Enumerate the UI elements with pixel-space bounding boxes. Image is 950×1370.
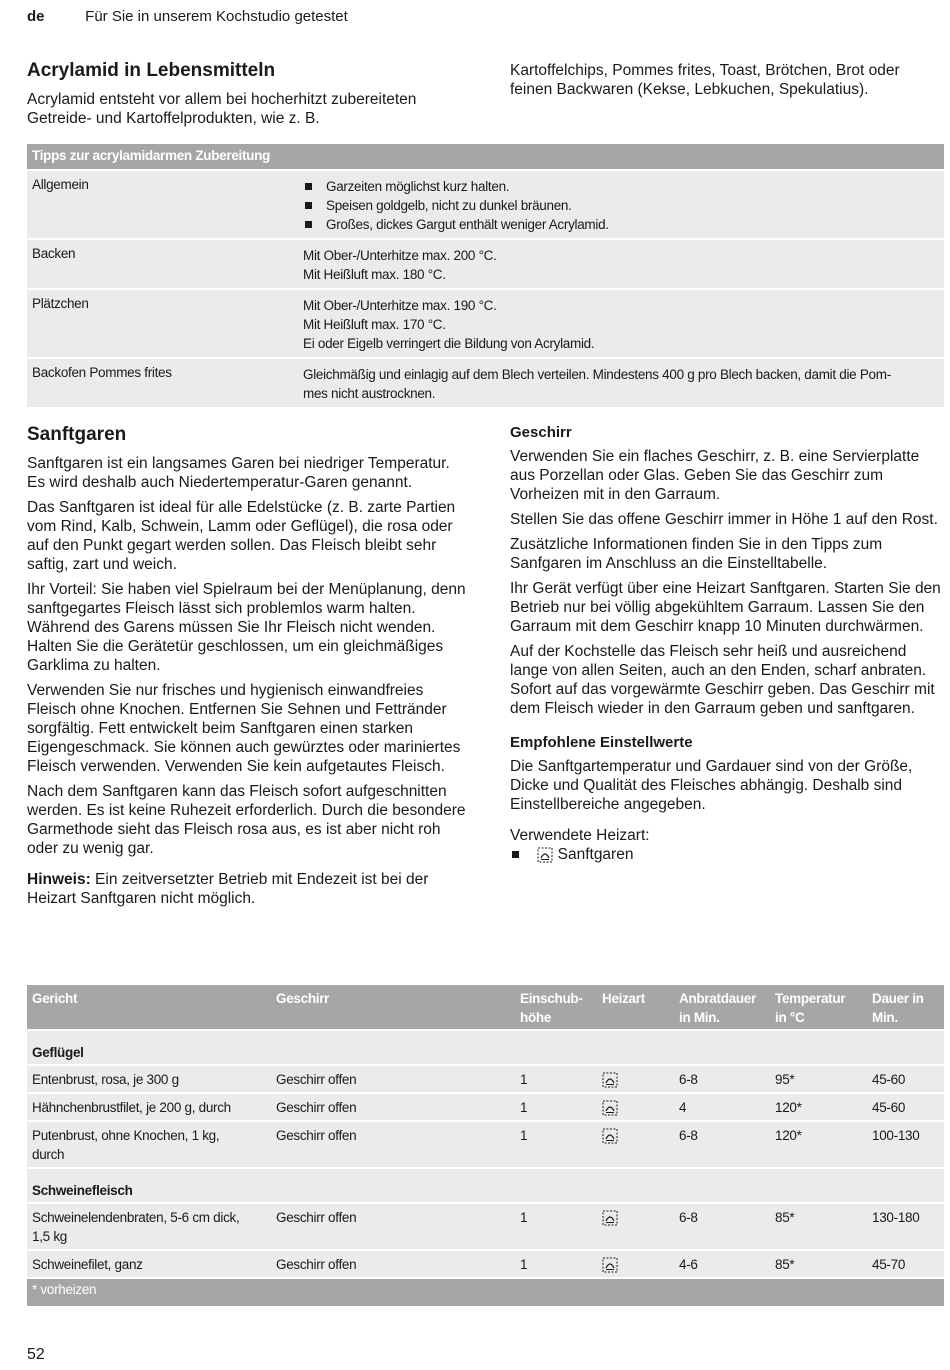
cell-level: 1	[520, 1072, 528, 1087]
dish-name-continued: 1,5 kg	[32, 1229, 67, 1244]
acrylamid-tips-table	[27, 144, 944, 407]
sanftgaren-heading: Sanftgaren	[27, 424, 127, 445]
tips-line: Mit Heißluft max. 180 °C.	[303, 267, 446, 282]
note-label: Hinweis:	[27, 871, 91, 888]
heating-mode-label: Verwendete Heizart:	[510, 827, 650, 844]
empfohlene-heading: Empfohlene Einstellwerte	[510, 734, 693, 751]
paragraph: Verwenden Sie nur frisches und hygienisch einwandfreies Fleisch ohne Knochen. Entfernen Sie Sehnen und Fettränder sorgfältig. Fett entwickelt beim Sanftgaren einen starken Eigengeschmack. Sie können auch gewürztes oder mariniertes Fleisch verwenden. Verwenden Sie kein aufgetautes Fleisch.	[27, 682, 461, 775]
note	[27, 870, 467, 908]
cell-dish	[27, 1094, 271, 1120]
cell-dish	[27, 1066, 271, 1092]
cell-dish	[27, 1204, 271, 1249]
acrylamid-intro-continued: Kartoffelchips, Pommes frites, Toast, Brötchen, Brot oder feinen Backwaren (Kekse, Lebkuchen, Spekulatius).	[510, 62, 900, 98]
tips-row-label: Plätzchen	[32, 296, 89, 311]
tips-row-label: Allgemein	[32, 177, 89, 192]
slow-cook-icon	[602, 1072, 618, 1088]
dish-name: Schweinelendenbraten, 5-6 cm dick,	[32, 1210, 240, 1225]
table-row	[27, 1092, 944, 1120]
bullet-icon	[305, 221, 312, 228]
cell-heating-mode	[597, 1204, 674, 1249]
cell-sear-time: 4-6	[679, 1257, 698, 1272]
acrylamid-continued	[510, 61, 945, 105]
cell-duration: 45-60	[872, 1100, 906, 1115]
tips-line: Ei oder Eigelb verringert die Bildung von Acrylamid.	[303, 336, 595, 351]
paragraph: Das Sanftgaren ist ideal für alle Edelstücke (z. B. zarte Partien vom Rind, Kalb, Schwein, Lamm oder Geflügel), die rosa oder auf den Punkt gegart werden sollen. Das Fleisch bleibt sehr saftig, zart und weich.	[27, 499, 456, 573]
cell-temperature: 120*	[775, 1100, 802, 1115]
tips-row-label: Backen	[32, 246, 76, 261]
column-header: Heizart	[602, 991, 645, 1006]
slow-cook-icon	[602, 1128, 618, 1144]
header-title: Für Sie in unserem Kochstudio getestet	[85, 8, 348, 25]
cell-dishware: Geschirr offen	[276, 1257, 357, 1272]
tips-line: mes nicht austrocknen.	[303, 386, 436, 401]
paragraph: Auf der Kochstelle das Fleisch sehr heiß und ausreichend lange von allen Seiten, auch an den Enden, scharf anbraten. Sofort auf das vorgewärmte Geschirr geben. Das Geschirr mit dem Fleisch wieder in den Garraum geben und sanftgaren.	[510, 643, 935, 717]
cell-temperature: 85*	[775, 1257, 795, 1272]
paragraph: Die Sanftgartemperatur und Gardauer sind von der Größe, Dicke und Qualität des Fleisches abhängig. Deshalb sind Einstellbereiche angegeben.	[510, 758, 913, 813]
dish-name: Entenbrust, rosa, je 300 g	[32, 1072, 179, 1087]
bullet-icon	[305, 183, 312, 190]
table-section-heading: Schweinefleisch	[27, 1167, 944, 1202]
cell-sear-time: 4	[679, 1100, 687, 1115]
tips-line: Speisen goldgelb, nicht zu dunkel bräunen.	[326, 198, 572, 213]
tips-line: Mit Ober-/Unterhitze max. 190 °C.	[303, 298, 497, 313]
cell-temperature: 85*	[775, 1210, 795, 1225]
bullet-icon	[305, 202, 312, 209]
slow-cook-icon	[602, 1100, 618, 1116]
slow-cook-icon	[602, 1257, 618, 1273]
paragraph: Nach dem Sanftgaren kann das Fleisch sofort aufgeschnitten werden. Es ist keine Ruhezeit erforderlich. Durch die besondere Garmethode sieht das Fleisch rosa aus, es ist aber nicht roh oder zu wenig gar.	[27, 783, 466, 857]
cell-duration: 100-130	[872, 1128, 920, 1143]
column-header: Einschub- höhe	[520, 991, 583, 1025]
cell-duration: 45-70	[872, 1257, 906, 1272]
table-footnote: * vorheizen	[27, 1277, 944, 1306]
paragraph: Stellen Sie das offene Geschirr immer in Höhe 1 auf den Rost.	[510, 511, 938, 528]
slow-cook-icon	[602, 1210, 618, 1226]
tips-line: Garzeiten möglichst kurz halten.	[326, 179, 510, 194]
cell-sear-time: 6-8	[679, 1128, 698, 1143]
cell-duration: 130-180	[872, 1210, 920, 1225]
paragraph: Verwenden Sie ein flaches Geschirr, z. B. eine Servierplatte aus Porzellan oder Glas. Geben Sie das Geschirr zum Vorheizen mit in den Garraum.	[510, 448, 920, 503]
page-number: 52	[27, 1346, 45, 1363]
column-header: Dauer in Min.	[872, 991, 924, 1025]
settings-table	[27, 985, 944, 1306]
cell-temperature: 95*	[775, 1072, 795, 1087]
table-body	[27, 1029, 944, 1277]
column-header: Gericht	[32, 991, 78, 1006]
table-section-heading: Geflügel	[27, 1029, 944, 1064]
tips-row	[27, 288, 944, 357]
slow-cook-icon	[537, 847, 553, 863]
cell-heating-mode	[597, 1066, 674, 1092]
paragraph: Zusätzliche Informationen finden Sie in den Tipps zum Sanfgaren im Anschluss an die Einstelltabelle.	[510, 536, 883, 572]
table-row	[27, 1120, 944, 1167]
cell-level: 1	[520, 1210, 528, 1225]
column-header: Anbratdauer in Min.	[679, 991, 756, 1025]
cell-level: 1	[520, 1257, 528, 1272]
cell-dishware: Geschirr offen	[276, 1100, 357, 1115]
cell-dishware: Geschirr offen	[276, 1210, 357, 1225]
cell-sear-time: 6-8	[679, 1072, 698, 1087]
tips-row	[27, 169, 944, 238]
heating-mode-name: Sanftgaren	[557, 846, 634, 863]
paragraph: Ihr Vorteil: Sie haben viel Spielraum bei der Menüplanung, denn sanftgegartes Fleisch lässt sich problemlos warm halten. Während des Garens müssen Sie Ihr Fleisch nicht wenden. Halten Sie die Gerätetür geschlossen, um ein gleichmäßiges Garklima zu halten.	[27, 581, 466, 674]
column-header: Geschirr	[276, 991, 330, 1006]
table-header-row	[27, 985, 944, 1029]
sanftgaren-section	[27, 424, 467, 914]
column-header: Temperatur in °C	[775, 991, 846, 1025]
cell-level: 1	[520, 1100, 528, 1115]
tips-table-header: Tipps zur acrylamidarmen Zubereitung	[27, 144, 944, 169]
geschirr-heading: Geschirr	[510, 424, 572, 441]
tips-row	[27, 357, 944, 407]
cell-level: 1	[520, 1128, 528, 1143]
tips-line: Gleichmäßig und einlagig auf dem Blech verteilen. Mindestens 400 g pro Blech backen, damit die Pom-	[303, 367, 891, 382]
table-row	[27, 1064, 944, 1092]
cell-sear-time: 6-8	[679, 1210, 698, 1225]
cell-dish	[27, 1251, 271, 1277]
heating-mode-item	[510, 845, 945, 864]
tips-row-label: Backofen Pommes frites	[32, 365, 172, 380]
acrylamid-heading: Acrylamid in Lebensmitteln	[27, 60, 276, 81]
dish-name: Schweinefilet, ganz	[32, 1257, 143, 1272]
tips-line: Mit Ober-/Unterhitze max. 200 °C.	[303, 248, 497, 263]
cell-temperature: 120*	[775, 1128, 802, 1143]
tips-line: Mit Heißluft max. 170 °C.	[303, 317, 446, 332]
note-text: Ein zeitversetzter Betrieb mit Endezeit ist bei der Heizart Sanftgaren nicht möglich.	[27, 871, 429, 907]
tips-row	[27, 238, 944, 288]
page-header	[27, 8, 348, 25]
bullet-icon	[512, 851, 519, 858]
cell-dishware: Geschirr offen	[276, 1072, 357, 1087]
language-code: de	[27, 8, 45, 25]
dish-name: Putenbrust, ohne Knochen, 1 kg,	[32, 1128, 220, 1143]
cell-heating-mode	[597, 1094, 674, 1120]
cell-heating-mode	[597, 1251, 674, 1277]
paragraph: Sanftgaren ist ein langsames Garen bei niedriger Temperatur. Es wird deshalb auch Niedertemperatur-Garen genannt.	[27, 455, 450, 491]
table-row	[27, 1249, 944, 1277]
paragraph: Ihr Gerät verfügt über eine Heizart Sanftgaren. Starten Sie den Betrieb nur bei völlig abgekühltem Garraum. Lassen Sie den Garraum mit dem Geschirr knapp 10 Minuten durchwärmen.	[510, 580, 941, 635]
cell-duration: 45-60	[872, 1072, 906, 1087]
dish-name: Hähnchenbrustfilet, je 200 g, durch	[32, 1100, 231, 1115]
acrylamid-section	[27, 60, 467, 134]
table-row	[27, 1202, 944, 1249]
tips-line: Großes, dickes Gargut enthält weniger Acrylamid.	[326, 217, 609, 232]
acrylamid-intro: Acrylamid entsteht vor allem bei hocherhitzt zubereiteten Getreide- und Kartoffelprodukten, wie z. B.	[27, 91, 417, 127]
cell-dishware: Geschirr offen	[276, 1128, 357, 1143]
cell-dish	[27, 1122, 271, 1167]
cell-heating-mode	[597, 1122, 674, 1167]
geschirr-section	[510, 424, 945, 870]
dish-name-continued: durch	[32, 1147, 65, 1162]
